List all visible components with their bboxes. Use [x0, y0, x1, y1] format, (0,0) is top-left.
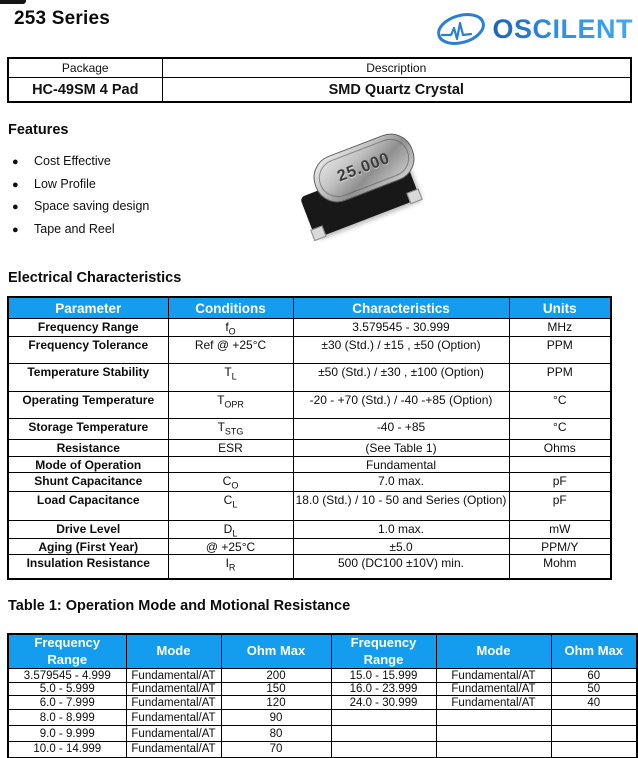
- table-row: [8, 710, 637, 726]
- table-cell: Fundamental/AT: [436, 683, 551, 696]
- characteristics-cell: 7.0 max.: [293, 473, 509, 491]
- parameter-cell: Frequency Tolerance: [8, 337, 168, 364]
- table-row: [8, 337, 611, 364]
- oscilent-logo: [434, 8, 633, 50]
- table-row: [8, 473, 611, 491]
- parameter-cell: Operating Temperature: [8, 392, 168, 419]
- table-row: [8, 419, 611, 440]
- table-cell: 80: [221, 726, 331, 742]
- electrical-characteristics-table: [7, 296, 612, 580]
- conditions-cell: $f_O$: [168, 319, 293, 337]
- crystal-photo: [298, 134, 428, 238]
- table-cell: Fundamental/AT: [126, 669, 221, 683]
- conditions-cell: $T_L$: [168, 364, 293, 392]
- table-row: [8, 742, 637, 758]
- electrical-header-row: [8, 297, 611, 319]
- table-row: [8, 520, 611, 538]
- table-cell: Fundamental/AT: [126, 726, 221, 742]
- conditions-cell: $I_R$: [168, 555, 293, 579]
- column-header: Mode: [436, 634, 551, 669]
- units-cell: °C: [509, 392, 611, 419]
- oscilent-logo-text: OSCILENT: [492, 13, 633, 44]
- conditions-cell: Ref @ +25°C: [168, 337, 293, 364]
- characteristics-cell: ±30 (Std.) / ±15 , ±50 (Option): [293, 337, 509, 364]
- table-row: [8, 457, 611, 473]
- characteristics-cell: 3.579545 - 30.999: [293, 319, 509, 337]
- units-cell: pF: [509, 473, 611, 491]
- table-row: [8, 364, 611, 392]
- list-item: [12, 154, 149, 168]
- parameter-cell: Storage Temperature: [8, 419, 168, 440]
- column-header: Units: [509, 297, 611, 319]
- table-cell: Fundamental/AT: [126, 742, 221, 758]
- units-cell: pF: [509, 491, 611, 520]
- parameter-cell: Shunt Capacitance: [8, 473, 168, 491]
- units-cell: Mohm: [509, 555, 611, 579]
- table-cell: 6.0 - 7.999: [8, 696, 126, 710]
- units-cell: PPM: [509, 364, 611, 392]
- table-cell: [551, 726, 637, 742]
- units-cell: °C: [509, 419, 611, 440]
- table-row: [8, 491, 611, 520]
- table-cell: 15.0 - 15.999: [331, 669, 436, 683]
- table-cell: [331, 726, 436, 742]
- parameter-cell: Frequency Range: [8, 319, 168, 337]
- conditions-cell: $T_{OPR}$: [168, 392, 293, 419]
- bullet-icon: ●: [12, 201, 19, 213]
- column-header: Ohm Max: [221, 634, 331, 669]
- units-cell: PPM/Y: [509, 539, 611, 555]
- description-header: Description: [162, 58, 631, 78]
- table-cell: 40: [551, 696, 637, 710]
- feature-label: Space saving design: [34, 199, 150, 213]
- characteristics-cell: 1.0 max.: [293, 520, 509, 538]
- parameter-cell: Mode of Operation: [8, 457, 168, 473]
- units-cell: MHz: [509, 319, 611, 337]
- characteristics-cell: (See Table 1): [293, 440, 509, 457]
- table-cell: 9.0 - 9.999: [8, 726, 126, 742]
- units-cell: PPM: [509, 337, 611, 364]
- table-row: [8, 696, 637, 710]
- package-header: Package: [8, 58, 162, 78]
- column-header: Frequency Range: [8, 634, 126, 669]
- table-cell: [436, 726, 551, 742]
- page-title: 253 Series: [14, 8, 111, 29]
- features-list: [12, 154, 149, 244]
- oscilent-logo-icon: [434, 8, 490, 50]
- table-row: [8, 319, 611, 337]
- table-cell: 60: [551, 669, 637, 683]
- parameter-cell: Temperature Stability: [8, 364, 168, 392]
- table-cell: 70: [221, 742, 331, 758]
- table-cell: [436, 742, 551, 758]
- characteristics-cell: ±5.0: [293, 539, 509, 555]
- table-row: [8, 726, 637, 742]
- list-item: [12, 177, 149, 191]
- solder-pad: [406, 188, 422, 204]
- table-cell: [551, 710, 637, 726]
- bullet-icon: ●: [12, 156, 19, 168]
- list-item: [12, 199, 149, 213]
- table-cell: 120: [221, 696, 331, 710]
- table-cell: 50: [551, 683, 637, 696]
- conditions-cell: $C_O$: [168, 473, 293, 491]
- table1-section-title: Table 1: Operation Mode and Motional Resistance: [8, 598, 351, 614]
- package-value: HC-49SM 4 Pad: [8, 78, 162, 103]
- characteristics-cell: 18.0 (Std.) / 10 - 50 and Series (Option): [293, 491, 509, 520]
- bullet-icon: ●: [12, 223, 19, 236]
- conditions-cell: ESR: [168, 440, 293, 457]
- table-row: [8, 539, 611, 555]
- units-cell: mW: [509, 520, 611, 538]
- units-cell: Ohms: [509, 440, 611, 457]
- parameter-cell: Aging (First Year): [8, 539, 168, 555]
- conditions-cell: @ +25°C: [168, 539, 293, 555]
- table-cell: 24.0 - 30.999: [331, 696, 436, 710]
- features-title: Features: [8, 122, 69, 138]
- conditions-cell: $C_L$: [168, 491, 293, 520]
- parameter-cell: Insulation Resistance: [8, 555, 168, 579]
- column-header: Conditions: [168, 297, 293, 319]
- feature-label: Tape and Reel: [34, 221, 115, 236]
- table-cell: 16.0 - 23.999: [331, 683, 436, 696]
- feature-label: Cost Effective: [34, 154, 111, 168]
- table-cell: 10.0 - 14.999: [8, 742, 126, 758]
- units-cell: [509, 457, 611, 473]
- table-row: [8, 392, 611, 419]
- package-table: [7, 57, 632, 103]
- characteristics-cell: -20 - +70 (Std.) / -40 -+85 (Option): [293, 392, 509, 419]
- table-cell: 150: [221, 683, 331, 696]
- parameter-cell: Resistance: [8, 440, 168, 457]
- column-header: Ohm Max: [551, 634, 637, 669]
- conditions-cell: $T_{STG}$: [168, 419, 293, 440]
- conditions-cell: [168, 457, 293, 473]
- package-table-value-row: [8, 78, 631, 103]
- column-header: Characteristics: [293, 297, 509, 319]
- table-cell: 3.579545 - 4.999: [8, 669, 126, 683]
- solder-pad: [310, 225, 326, 241]
- table-row: [8, 669, 637, 683]
- table-cell: [331, 742, 436, 758]
- table-cell: 200: [221, 669, 331, 683]
- table-cell: 90: [221, 710, 331, 726]
- table-row: [8, 440, 611, 457]
- table-cell: Fundamental/AT: [126, 710, 221, 726]
- table-cell: Fundamental/AT: [126, 683, 221, 696]
- table-row: [8, 555, 611, 579]
- characteristics-cell: 500 (DC100 ±10V) min.: [293, 555, 509, 579]
- scan-artifact: [0, 0, 26, 4]
- characteristics-cell: -40 - +85: [293, 419, 509, 440]
- parameter-cell: Drive Level: [8, 520, 168, 538]
- table-cell: 5.0 - 5.999: [8, 683, 126, 696]
- table-cell: Fundamental/AT: [126, 696, 221, 710]
- table-cell: 8.0 - 8.999: [8, 710, 126, 726]
- list-item: [12, 222, 149, 236]
- table-cell: [551, 742, 637, 758]
- table-cell: Fundamental/AT: [436, 696, 551, 710]
- characteristics-cell: Fundamental: [293, 457, 509, 473]
- package-table-header-row: [8, 58, 631, 78]
- table-cell: Fundamental/AT: [436, 669, 551, 683]
- table-row: [8, 683, 637, 696]
- table1-header-row: [8, 634, 637, 669]
- column-header: Parameter: [8, 297, 168, 319]
- table-cell: [436, 710, 551, 726]
- column-header: Mode: [126, 634, 221, 669]
- column-header: Frequency Range: [331, 634, 436, 669]
- feature-label: Low Profile: [34, 176, 96, 191]
- table-cell: [331, 710, 436, 726]
- conditions-cell: $D_L$: [168, 520, 293, 538]
- frequency-marking: 25.000: [335, 149, 393, 186]
- description-value: SMD Quartz Crystal: [162, 78, 631, 103]
- bullet-icon: ●: [12, 178, 19, 191]
- operation-mode-table: [7, 633, 638, 758]
- characteristics-cell: ±50 (Std.) / ±30 , ±100 (Option): [293, 364, 509, 392]
- electrical-section-title: Electrical Characteristics: [8, 270, 182, 286]
- parameter-cell: Load Capacitance: [8, 491, 168, 520]
